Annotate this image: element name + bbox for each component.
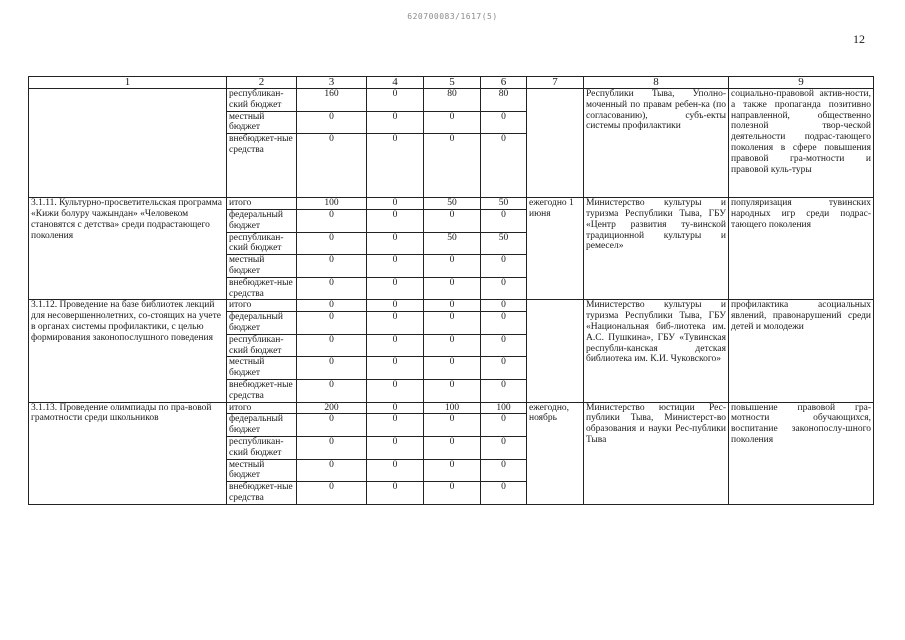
amount-cell: 0 [481, 312, 527, 335]
amount-cell: 0 [481, 357, 527, 380]
amount-cell: 0 [424, 255, 481, 278]
amount-cell: 50 [481, 198, 527, 210]
amount-cell: 0 [481, 111, 527, 134]
amount-cell: 0 [297, 300, 367, 312]
table-row [29, 89, 874, 112]
col-header-8: 8 [584, 77, 729, 89]
amount-cell: 160 [297, 89, 367, 112]
amount-cell: 0 [367, 255, 424, 278]
amount-cell: 0 [481, 379, 527, 402]
amount-cell: 0 [297, 459, 367, 482]
amount-cell: 0 [367, 134, 424, 198]
page-number: 12 [853, 32, 865, 46]
funding-source-cell: местный бюджет [227, 111, 297, 134]
funding-source-cell: внебюджет-ные средства [227, 277, 297, 300]
expected-result-cell: популяризация тувинских народных игр среди подрас-тающего поколения [729, 198, 874, 300]
expected-result-cell: профилактика асоциальных явлений, правонарушений среди детей и молодежи [729, 300, 874, 402]
amount-cell: 0 [367, 312, 424, 335]
table-row [29, 198, 874, 210]
amount-cell: 100 [424, 402, 481, 414]
amount-cell: 0 [367, 209, 424, 232]
amount-cell: 0 [424, 277, 481, 300]
amount-cell: 0 [424, 414, 481, 437]
amount-cell: 0 [367, 111, 424, 134]
document-stamp: 620700083/1617(5) [407, 12, 498, 21]
amount-cell: 0 [297, 277, 367, 300]
amount-cell: 0 [424, 134, 481, 198]
funding-source-cell: местный бюджет [227, 255, 297, 278]
amount-cell: 50 [481, 232, 527, 255]
amount-cell: 0 [367, 277, 424, 300]
measure-cell [29, 89, 227, 198]
amount-cell: 0 [297, 209, 367, 232]
amount-cell: 0 [367, 198, 424, 210]
amount-cell: 0 [367, 89, 424, 112]
table-row [29, 402, 874, 414]
funding-source-cell: федеральный бюджет [227, 414, 297, 437]
amount-cell: 0 [481, 209, 527, 232]
executors-cell: Министерство культуры и туризма Республики Тыва, ГБУ «Центр развития ту-винской традиционной культуры и ремесел» [584, 198, 729, 300]
amount-cell: 0 [297, 334, 367, 357]
funding-source-cell: местный бюджет [227, 459, 297, 482]
funding-source-cell: федеральный бюджет [227, 312, 297, 335]
funding-source-cell: итого [227, 198, 297, 210]
col-header-3: 3 [297, 77, 367, 89]
amount-cell: 0 [481, 277, 527, 300]
amount-cell: 0 [424, 111, 481, 134]
deadline-cell [527, 300, 584, 402]
funding-source-cell: итого [227, 300, 297, 312]
deadline-cell [527, 89, 584, 198]
amount-cell: 80 [424, 89, 481, 112]
amount-cell: 0 [297, 312, 367, 335]
funding-source-cell: внебюджет-ные средства [227, 482, 297, 505]
amount-cell: 0 [424, 379, 481, 402]
amount-cell: 100 [481, 402, 527, 414]
amount-cell: 0 [367, 232, 424, 255]
col-header-2: 2 [227, 77, 297, 89]
amount-cell: 0 [424, 482, 481, 505]
executors-cell: Республики Тыва, Уполно-моченный по правам ребен-ка (по согласованию), субъ-екты системы профилактики [584, 89, 729, 198]
amount-cell: 0 [297, 357, 367, 380]
amount-cell: 0 [297, 414, 367, 437]
amount-cell: 0 [424, 312, 481, 335]
amount-cell: 0 [297, 111, 367, 134]
deadline-cell: ежегодно, ноябрь [527, 402, 584, 504]
amount-cell: 0 [367, 300, 424, 312]
amount-cell: 0 [367, 459, 424, 482]
table-row [29, 300, 874, 312]
executors-cell: Министерство юстиции Рес-публики Тыва, Министерст-во образования и науки Рес-публики Тыва [584, 402, 729, 504]
amount-cell: 0 [367, 436, 424, 459]
amount-cell: 0 [424, 300, 481, 312]
program-table [28, 76, 874, 505]
expected-result-cell: повышение правовой гра-мотности обучающихся, воспитание законопослу-шного поколения [729, 402, 874, 504]
amount-cell: 0 [424, 334, 481, 357]
amount-cell: 0 [481, 414, 527, 437]
amount-cell: 0 [424, 459, 481, 482]
amount-cell: 0 [297, 134, 367, 198]
table-body [29, 89, 874, 505]
funding-source-cell: республикан-ский бюджет [227, 89, 297, 112]
col-header-7: 7 [527, 77, 584, 89]
measure-cell: 3.1.13. Проведение олимпиады по пра-вовой грамотности среди школьников [29, 402, 227, 504]
amount-cell: 0 [481, 482, 527, 505]
amount-cell: 0 [367, 402, 424, 414]
expected-result-cell: социально-правовой актив-ности, а также пропаганда позитивно направленной, общественно полезной твор-ческой деятельности подрас-тающего поколения в сфере повышения правовой гра-мотности и правовой куль-туры [729, 89, 874, 198]
col-header-1: 1 [29, 77, 227, 89]
col-header-4: 4 [367, 77, 424, 89]
amount-cell: 0 [481, 255, 527, 278]
amount-cell: 50 [424, 198, 481, 210]
amount-cell: 0 [297, 255, 367, 278]
funding-source-cell: внебюджет-ные средства [227, 379, 297, 402]
col-header-9: 9 [729, 77, 874, 89]
funding-source-cell: внебюджет-ные средства [227, 134, 297, 198]
funding-source-cell: республикан-ский бюджет [227, 232, 297, 255]
funding-source-cell: республикан-ский бюджет [227, 436, 297, 459]
executors-cell: Министерство культуры и туризма Республики Тыва, ГБУ «Национальная биб-лиотека им. А.С. Пушкина», ГБУ «Тувинская республи-канская детская библиотека им. К.И. Чуковского» [584, 300, 729, 402]
amount-cell: 0 [424, 436, 481, 459]
amount-cell: 0 [297, 436, 367, 459]
funding-source-cell: федеральный бюджет [227, 209, 297, 232]
amount-cell: 0 [481, 436, 527, 459]
measure-cell: 3.1.12. Проведение на базе библиотек лекций для несовершеннолетних, со-стоящих на учете в органах системы профилактики, с целью формирования законопослушного поведения [29, 300, 227, 402]
amount-cell: 0 [481, 134, 527, 198]
amount-cell: 0 [424, 357, 481, 380]
amount-cell: 0 [481, 459, 527, 482]
amount-cell: 0 [297, 482, 367, 505]
amount-cell: 200 [297, 402, 367, 414]
amount-cell: 100 [297, 198, 367, 210]
col-header-6: 6 [481, 77, 527, 89]
measure-cell: 3.1.11. Культурно-просветительская программа «Кижи болуру чажындан» «Человеком становятся с детства» среди подрастающего поколения [29, 198, 227, 300]
amount-cell: 0 [367, 414, 424, 437]
amount-cell: 0 [481, 334, 527, 357]
funding-source-cell: республикан-ский бюджет [227, 334, 297, 357]
amount-cell: 0 [367, 334, 424, 357]
col-header-5: 5 [424, 77, 481, 89]
amount-cell: 0 [424, 209, 481, 232]
amount-cell: 0 [297, 379, 367, 402]
column-number-row [29, 77, 874, 89]
amount-cell: 50 [424, 232, 481, 255]
amount-cell: 0 [367, 482, 424, 505]
amount-cell: 0 [367, 379, 424, 402]
amount-cell: 0 [481, 300, 527, 312]
deadline-cell: ежегодно 1 июня [527, 198, 584, 300]
amount-cell: 80 [481, 89, 527, 112]
amount-cell: 0 [297, 232, 367, 255]
amount-cell: 0 [367, 357, 424, 380]
funding-source-cell: итого [227, 402, 297, 414]
funding-source-cell: местный бюджет [227, 357, 297, 380]
